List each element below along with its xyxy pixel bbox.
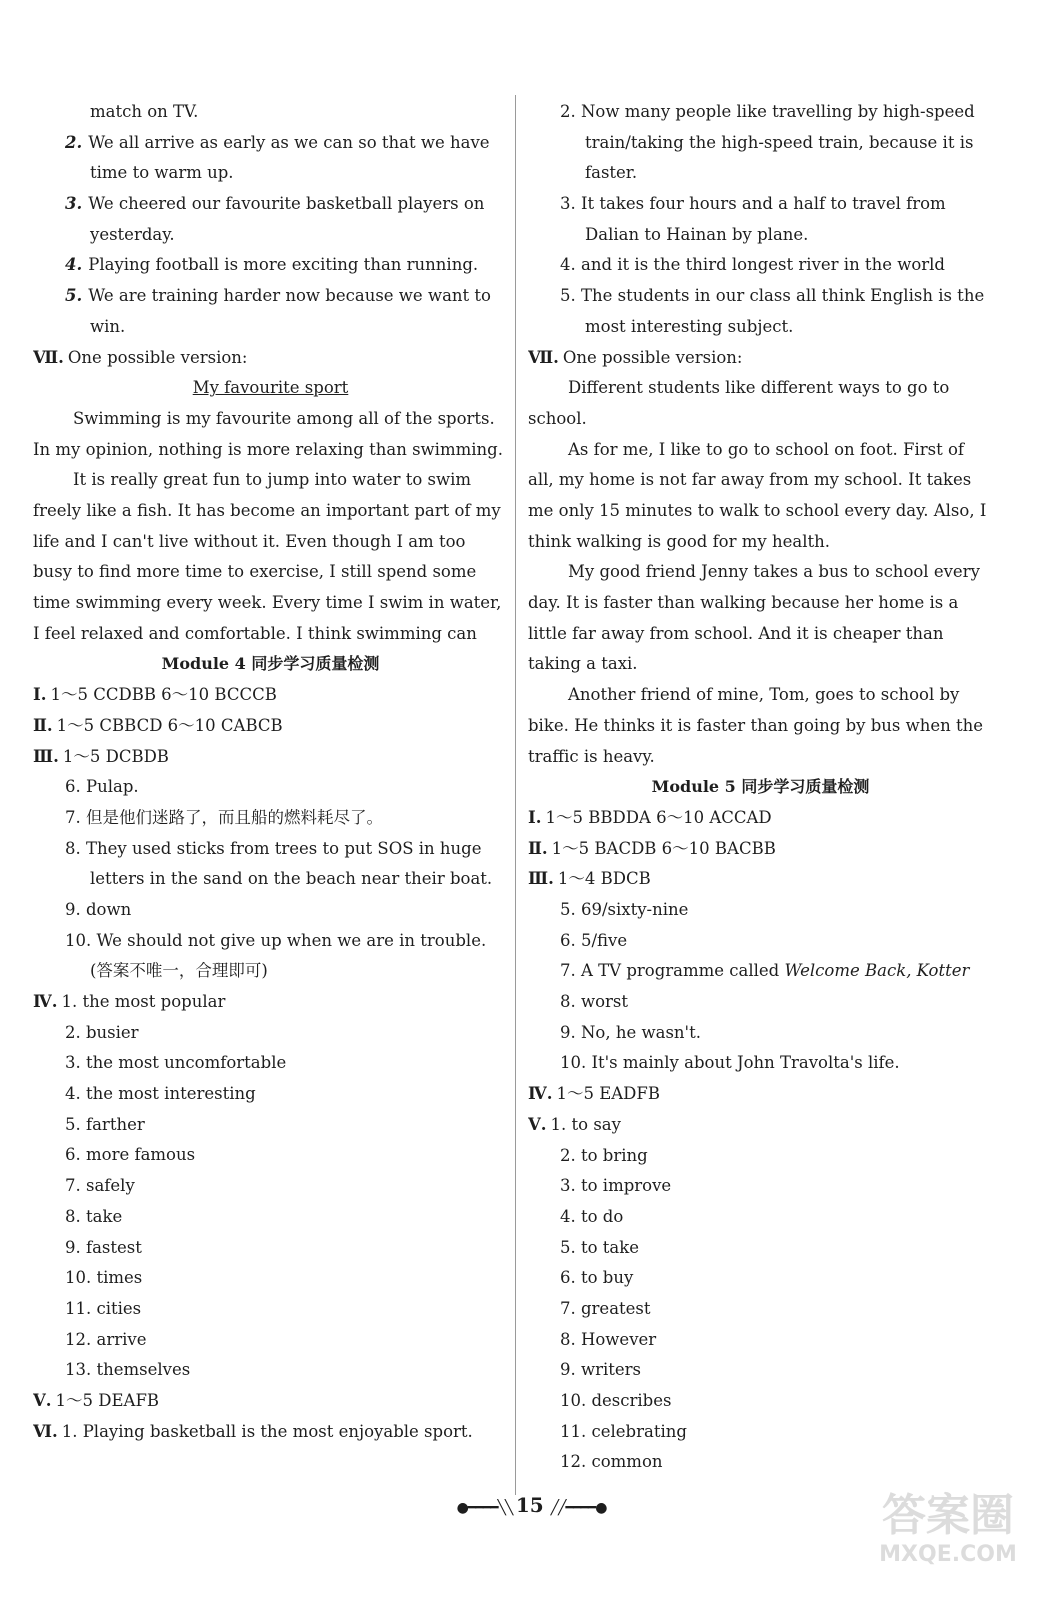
m4-section-v [33,1386,508,1417]
m4-section-vi [33,1417,508,1448]
column-divider [515,95,516,1495]
module-5-title: Module 5 同步学习质量检测 [651,777,870,797]
m5-section-iii [528,864,993,895]
answer-item: 13. themselves [65,1360,191,1380]
roman-numeral: Ⅳ. [528,1084,553,1104]
item-number: 4. [65,255,83,275]
answer-text: 1～5 BACDB 6～10 BACBB [551,838,776,858]
answer-item: 6. 5/five [560,930,628,950]
item-number: 3. [65,194,83,214]
item-text: Playing football is more exciting than running. [88,255,479,275]
left-column [33,97,508,1447]
answer-item-cont: faster. [585,163,638,183]
answer-item-cont: (答案不唯一，合理即可) [90,961,268,981]
roman-numeral: Ⅲ. [33,746,59,766]
answer-item: 10. times [65,1268,143,1288]
watermark-bottom: MXQE.COM [879,1542,1017,1567]
item-text: We all arrive as early as we can so that we have [88,132,490,152]
roman-numeral: Ⅵ. [33,1421,58,1441]
left-q3 [33,189,508,220]
answer-text: 1. Playing basketball is the most enjoyable sport. [61,1421,473,1441]
essay-paragraph: Different students like different ways to go to school. [528,378,950,428]
answer-item: 2. Now many people like travelling by high-speed [560,102,975,121]
answer-item: 8. However [560,1329,657,1349]
item-text: We are training harder now because we want to [88,286,491,306]
answer-item-cont: Dalian to Hainan by plane. [585,224,809,244]
m5-section-i [528,803,993,834]
roman-numeral: Ⅶ. [33,347,64,367]
watermark-top: 答案圈 [882,1490,1014,1541]
answer-item: 12. common [560,1452,663,1472]
answer-item: 2. busier [65,1022,139,1042]
answer-item: 3. to improve [560,1176,672,1196]
answer-item: 6. Pulap. [65,777,139,797]
answer-item-cont: most interesting subject. [585,316,794,336]
answer-item: 5. to take [560,1237,640,1257]
roman-numeral: Ⅳ. [33,992,58,1012]
roman-numeral: Ⅰ. [33,685,47,705]
essay-title-text: My favourite sport [192,378,349,398]
roman-numeral: Ⅶ. [528,347,559,367]
answer-text: 1. to say [550,1114,621,1134]
m5-section-iv [528,1079,993,1110]
roman-numeral: Ⅱ. [528,838,548,858]
answer-item: 4. the most interesting [65,1084,256,1104]
roman-numeral: Ⅴ. [33,1390,52,1410]
programme-title: Welcome Back, Kotter [784,961,970,981]
answer-item: 8. take [65,1206,123,1226]
roman-numeral: Ⅴ. [528,1114,547,1134]
m4-section-ii [33,711,508,742]
answer-item: 10. describes [560,1391,672,1411]
answer-text: 1～4 BDCB [557,869,651,889]
essay-paragraph: As for me, I like to go to school on foot. First of all, my home is not far away from my school. It takes me only 15 minutes to walk to school every day. Also, I think walking is good for my health. [528,439,987,551]
section-vii-header [33,343,508,374]
roman-numeral: Ⅱ. [33,715,53,735]
answer-item: 3. the most uncomfortable [65,1053,287,1073]
answer-item-cont: letters in the sand on the beach near their boat. [90,869,493,889]
item-number: 2. [65,132,83,152]
page-number: 15 [515,1493,544,1517]
answer-item: 12. arrive [65,1329,147,1349]
answer-item: 4. to do [560,1206,624,1226]
answer-text: 1. the most popular [61,992,226,1012]
left-q5 [33,281,508,312]
left-ornament: ●━━━━╲╲ [456,1500,516,1516]
module-4-title: Module 4 同步学习质量检测 [161,654,380,674]
essay-title [33,373,508,404]
section-label: One possible version: [562,347,743,367]
left-q2 [33,128,508,159]
answer-text: 1～5 DCBDB [62,746,169,766]
roman-numeral: Ⅲ. [528,869,554,889]
answer-item: 9. writers [560,1360,642,1380]
answer-item: 5. 69/sixty-nine [560,900,689,920]
answer-text: 1～5 EADFB [556,1084,660,1104]
right-column [528,97,993,1478]
left-line: match on TV. [90,102,199,121]
section-vii-header [528,343,993,374]
answer-text: 1～5 CCDBB 6～10 BCCCB [50,685,277,705]
answer-item: 2. to bring [560,1145,648,1165]
answer-item: 9. fastest [65,1237,142,1257]
answer-item: 7. 但是他们迷路了，而且船的燃料耗尽了。 [65,807,383,827]
section-label: One possible version: [67,347,248,367]
watermark-logo [863,1490,1033,1580]
answer-item: 5. The students in our class all think English is the [560,286,985,306]
answer-item: 4. and it is the third longest river in the world [560,255,945,275]
item-number: 5. [65,286,83,306]
essay-paragraph: Another friend of mine, Tom, goes to school by bike. He thinks it is faster than going by bus when the traffic is heavy. [528,685,984,766]
answer-item: 6. more famous [65,1145,196,1165]
m4-section-iv [33,987,508,1018]
answer-item: 9. No, he wasn't. [560,1022,701,1042]
answer-text: 7. A TV programme called [560,961,785,981]
answer-item: 9. down [65,899,132,919]
left-line: yesterday. [90,224,175,244]
answer-item [528,956,993,987]
answer-item: 8. worst [560,992,629,1012]
roman-numeral: Ⅰ. [528,807,542,827]
essay-paragraph: Swimming is my favourite among all of the sports. In my opinion, nothing is more relaxing than swimming. [33,408,503,459]
answer-item: 6. to buy [560,1268,634,1288]
answer-item: 5. farther [65,1114,145,1134]
item-text: We cheered our favourite basketball players on [88,194,485,214]
m4-section-iii [33,742,508,773]
answer-item: 7. safely [65,1176,135,1196]
left-line: time to warm up. [90,163,234,183]
answer-text: 1～5 CBBCD 6～10 CABCB [56,715,283,735]
essay-paragraph: It is really great fun to jump into water to swim freely like a fish. It has become an important part of my life and I can't live without it. Even though I am too busy to find more time to exercise, I still spend some time swimming every week. Every time I swim in water, I feel relaxed and comfortable. I think swimming can [33,470,502,643]
answer-item: 8. They used sticks from trees to put SOS in huge [65,838,482,858]
m5-section-ii [528,834,993,865]
answer-item: 7. greatest [560,1298,651,1318]
m4-section-i [33,680,508,711]
right-ornament: ╱╱━━━━● [550,1500,607,1516]
answer-item: 11. celebrating [560,1421,687,1441]
essay-paragraph: My good friend Jenny takes a bus to school every day. It is faster than walking because her home is a little far away from school. And it is cheaper than taking a taxi. [528,562,980,674]
answer-item-cont: train/taking the high-speed train, because it is [585,132,974,152]
answer-item: 10. It's mainly about John Travolta's life. [560,1053,900,1073]
answer-text: 1～5 DEAFB [55,1390,160,1410]
answer-text: 1～5 BBDDA 6～10 ACCAD [545,807,772,827]
left-line: win. [90,316,126,336]
m5-section-v [528,1110,993,1141]
left-q4 [33,250,508,281]
answer-item: 3. It takes four hours and a half to travel from [560,194,946,214]
answer-item: 10. We should not give up when we are in trouble. [65,930,487,950]
answer-item: 11. cities [65,1298,142,1318]
